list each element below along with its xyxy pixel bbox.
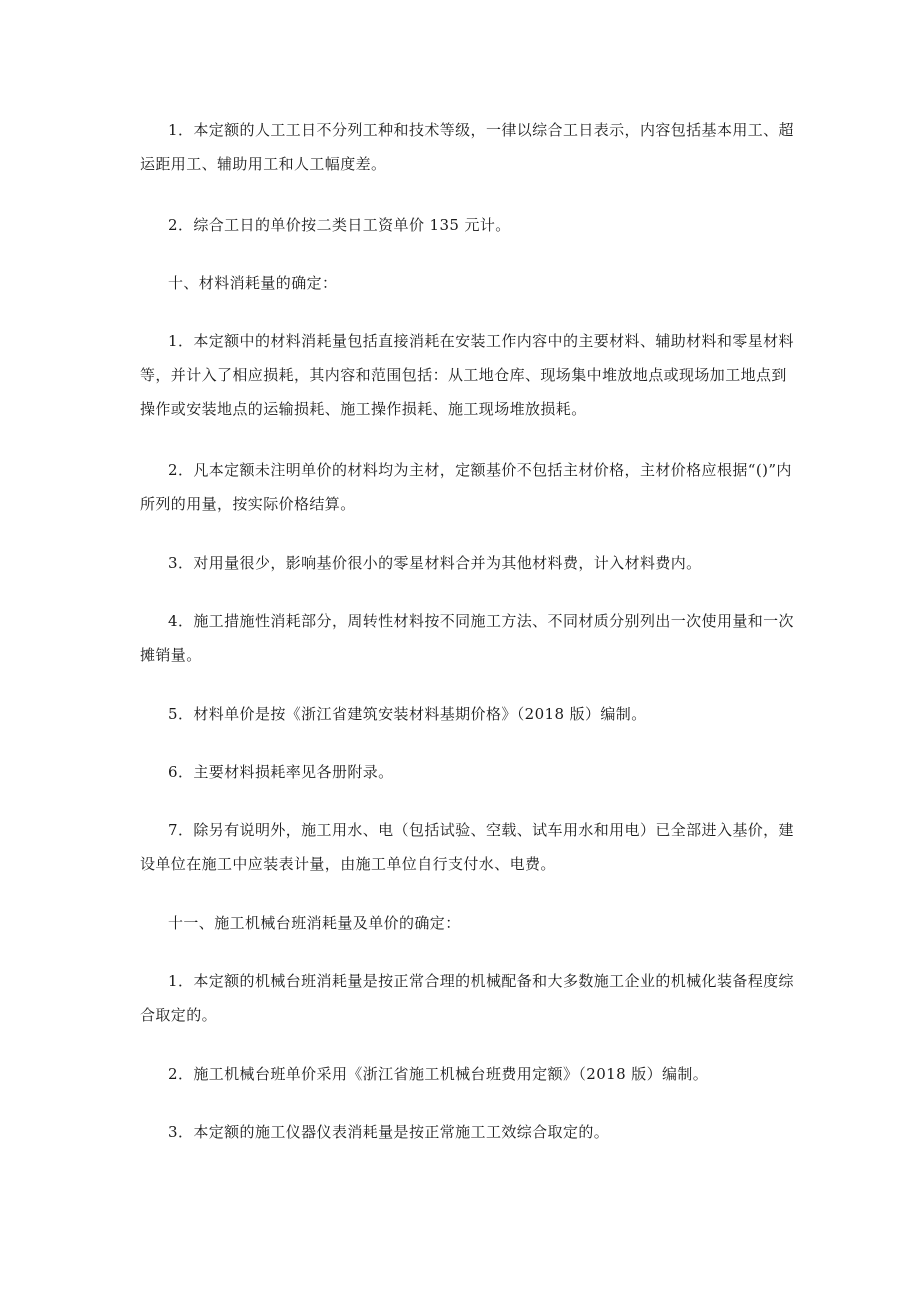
paragraph-measure-consumption: 4．施工措施性消耗部分，周转性材料按不同施工方法、不同材质分别列出一次使用量和一次摊销量。 xyxy=(140,612,794,664)
section-heading-material-consumption: 十、材料消耗量的确定： xyxy=(168,274,338,292)
paragraph-machinery-consumption: 1．本定额的机械台班消耗量是按正常合理的机械配备和大多数施工企业的机械化装备程度综合取定的。 xyxy=(140,972,794,1024)
paragraph-material-consumption-scope: 1．本定额中的材料消耗量包括直接消耗在安装工作内容中的主要材料、辅助材料和零星材料等，并计入了相应损耗，其内容和范围包括：从工地仓库、现场集中堆放地点或现场加工地点到操作或安装地点的运输损耗、施工操作损耗、施工现场堆放损耗。 xyxy=(140,332,794,418)
paragraph-workday-unit-price: 2．综合工日的单价按二类日工资单价 135 元计。 xyxy=(168,216,511,234)
paragraph-instrument-consumption: 3．本定额的施工仪器仪表消耗量是按正常施工工效综合取定的。 xyxy=(168,1123,610,1141)
paragraph-material-unit-price: 5．材料单价是按《浙江省建筑安装材料基期价格》（2018 版）编制。 xyxy=(168,705,647,723)
paragraph-machinery-unit-price: 2．施工机械台班单价采用《浙江省施工机械台班费用定额》（2018 版）编制。 xyxy=(168,1065,709,1083)
paragraph-loss-rate: 6．主要材料损耗率见各册附录。 xyxy=(168,763,394,781)
section-heading-machinery: 十一、施工机械台班消耗量及单价的确定： xyxy=(168,914,461,932)
paragraph-main-material-price: 2．凡本定额未注明单价的材料均为主材，定额基价不包括主材价格，主材价格应根据“()”内所列的用量，按实际价格结算。 xyxy=(140,461,792,513)
paragraph-minor-materials: 3．对用量很少，影响基价很小的零星材料合并为其他材料费，计入材料费内。 xyxy=(168,554,702,572)
paragraph-labor-workday: 1．本定额的人工工日不分列工种和技术等级，一律以综合工日表示，内容包括基本用工、超运距用工、辅助用工和人工幅度差。 xyxy=(140,121,794,173)
paragraph-water-electricity: 7．除另有说明外，施工用水、电（包括试验、空载、试车用水和用电）已全部进入基价，建设单位在施工中应装表计量，由施工单位自行支付水、电费。 xyxy=(140,821,794,873)
